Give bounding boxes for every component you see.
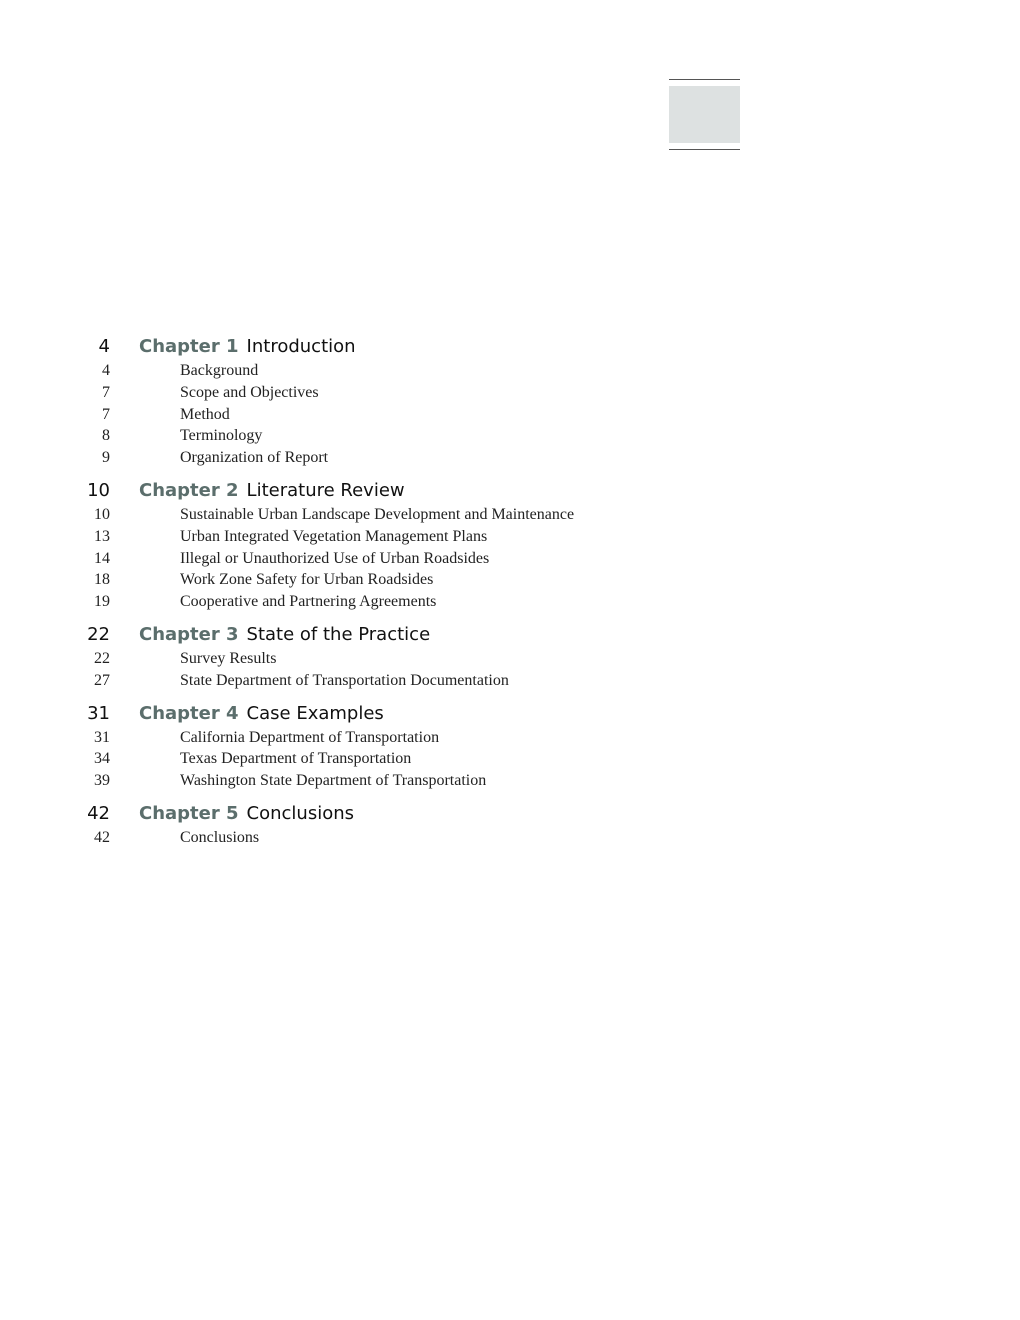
section-title: Urban Integrated Vegetation Management Plans: [180, 527, 488, 545]
toc-chapter-2: [0, 478, 1020, 613]
toc-section[interactable]: [0, 526, 1020, 548]
toc-section[interactable]: [0, 748, 1020, 770]
section-title: Sustainable Urban Landscape Development and Maintenance: [180, 505, 575, 523]
toc-section[interactable]: [0, 648, 1020, 670]
chapter-label: [139, 701, 384, 727]
chapter-number-label: Chapter 2: [139, 479, 239, 501]
section-page-number: 8: [102, 427, 110, 445]
chapter-heading[interactable]: [0, 701, 1020, 727]
section-page-number: 10: [94, 505, 110, 523]
toc-section[interactable]: [0, 447, 1020, 469]
header-rule-top: [669, 79, 740, 80]
chapter-number-label: Chapter 1: [139, 336, 239, 357]
chapter-page-number: 31: [87, 702, 110, 724]
toc-section[interactable]: [0, 548, 1020, 570]
section-title: Cooperative and Partnering Agreements: [180, 593, 437, 611]
chapter-page-number: 22: [87, 623, 110, 645]
toc-section[interactable]: [0, 827, 1020, 849]
toc-chapter-5: [0, 801, 1020, 849]
chapter-number-label: Chapter 4: [139, 702, 239, 724]
chapter-title: Introduction: [246, 336, 356, 357]
table-of-contents: [0, 334, 1020, 858]
toc-chapter-3: [0, 622, 1020, 692]
chapter-label: [139, 801, 354, 827]
section-title: Illegal or Unauthorized Use of Urban Roadsides: [180, 549, 490, 567]
section-title: Scope and Objectives: [180, 383, 319, 401]
chapter-title: Case Examples: [246, 702, 384, 724]
toc-section[interactable]: [0, 770, 1020, 792]
chapter-number-label: Chapter 5: [139, 802, 239, 824]
toc-chapter-1: [0, 334, 1020, 469]
section-title: Survey Results: [180, 649, 277, 667]
section-page-number: 18: [94, 571, 110, 589]
section-title: Washington State Department of Transportation: [180, 772, 487, 790]
section-page-number: 31: [94, 728, 110, 746]
section-page-number: 9: [102, 449, 110, 467]
section-title: Organization of Report: [180, 449, 329, 467]
toc-section[interactable]: [0, 670, 1020, 692]
toc-section[interactable]: [0, 569, 1020, 591]
toc-section[interactable]: [0, 591, 1020, 613]
chapter-label: [139, 622, 430, 648]
section-page-number: 14: [94, 549, 110, 567]
section-page-number: 4: [102, 362, 110, 379]
section-title: State Department of Transportation Documentation: [180, 671, 509, 689]
toc-section[interactable]: [0, 382, 1020, 404]
section-page-number: 27: [94, 671, 110, 689]
toc-section[interactable]: [0, 425, 1020, 447]
toc-section[interactable]: [0, 504, 1020, 526]
section-title: Terminology: [180, 427, 263, 445]
chapter-label: [139, 334, 356, 360]
chapter-page-number: 42: [87, 802, 110, 824]
section-page-number: 19: [94, 593, 110, 611]
chapter-heading[interactable]: [0, 478, 1020, 504]
section-page-number: 7: [102, 405, 110, 423]
header-shaded-box: [669, 86, 740, 143]
chapter-heading[interactable]: [0, 334, 1020, 360]
toc-chapter-4: [0, 701, 1020, 792]
chapter-title: State of the Practice: [246, 623, 431, 645]
chapter-label: [139, 478, 405, 504]
section-page-number: 13: [94, 527, 110, 545]
toc-section[interactable]: [0, 404, 1020, 426]
section-title: Texas Department of Transportation: [180, 750, 412, 768]
chapter-title: Literature Review: [246, 479, 405, 501]
chapter-page-number: 10: [87, 479, 110, 501]
header-rule-bottom: [669, 149, 740, 150]
section-title: Conclusions: [180, 828, 260, 846]
chapter-page-number: 4: [98, 336, 110, 357]
chapter-number-label: Chapter 3: [139, 623, 239, 645]
section-title: Method: [180, 405, 230, 423]
chapter-title: Conclusions: [246, 802, 355, 824]
chapter-heading[interactable]: [0, 801, 1020, 827]
section-page-number: 34: [94, 750, 110, 768]
section-page-number: 39: [94, 772, 110, 790]
section-title: Work Zone Safety for Urban Roadsides: [180, 571, 434, 589]
section-title: California Department of Transportation: [180, 728, 440, 746]
section-page-number: 7: [102, 383, 110, 401]
toc-section[interactable]: [0, 360, 1020, 382]
section-page-number: 22: [94, 649, 110, 667]
toc-section[interactable]: [0, 727, 1020, 749]
section-page-number: 42: [94, 828, 110, 846]
chapter-heading[interactable]: [0, 622, 1020, 648]
section-title: Background: [180, 362, 259, 379]
